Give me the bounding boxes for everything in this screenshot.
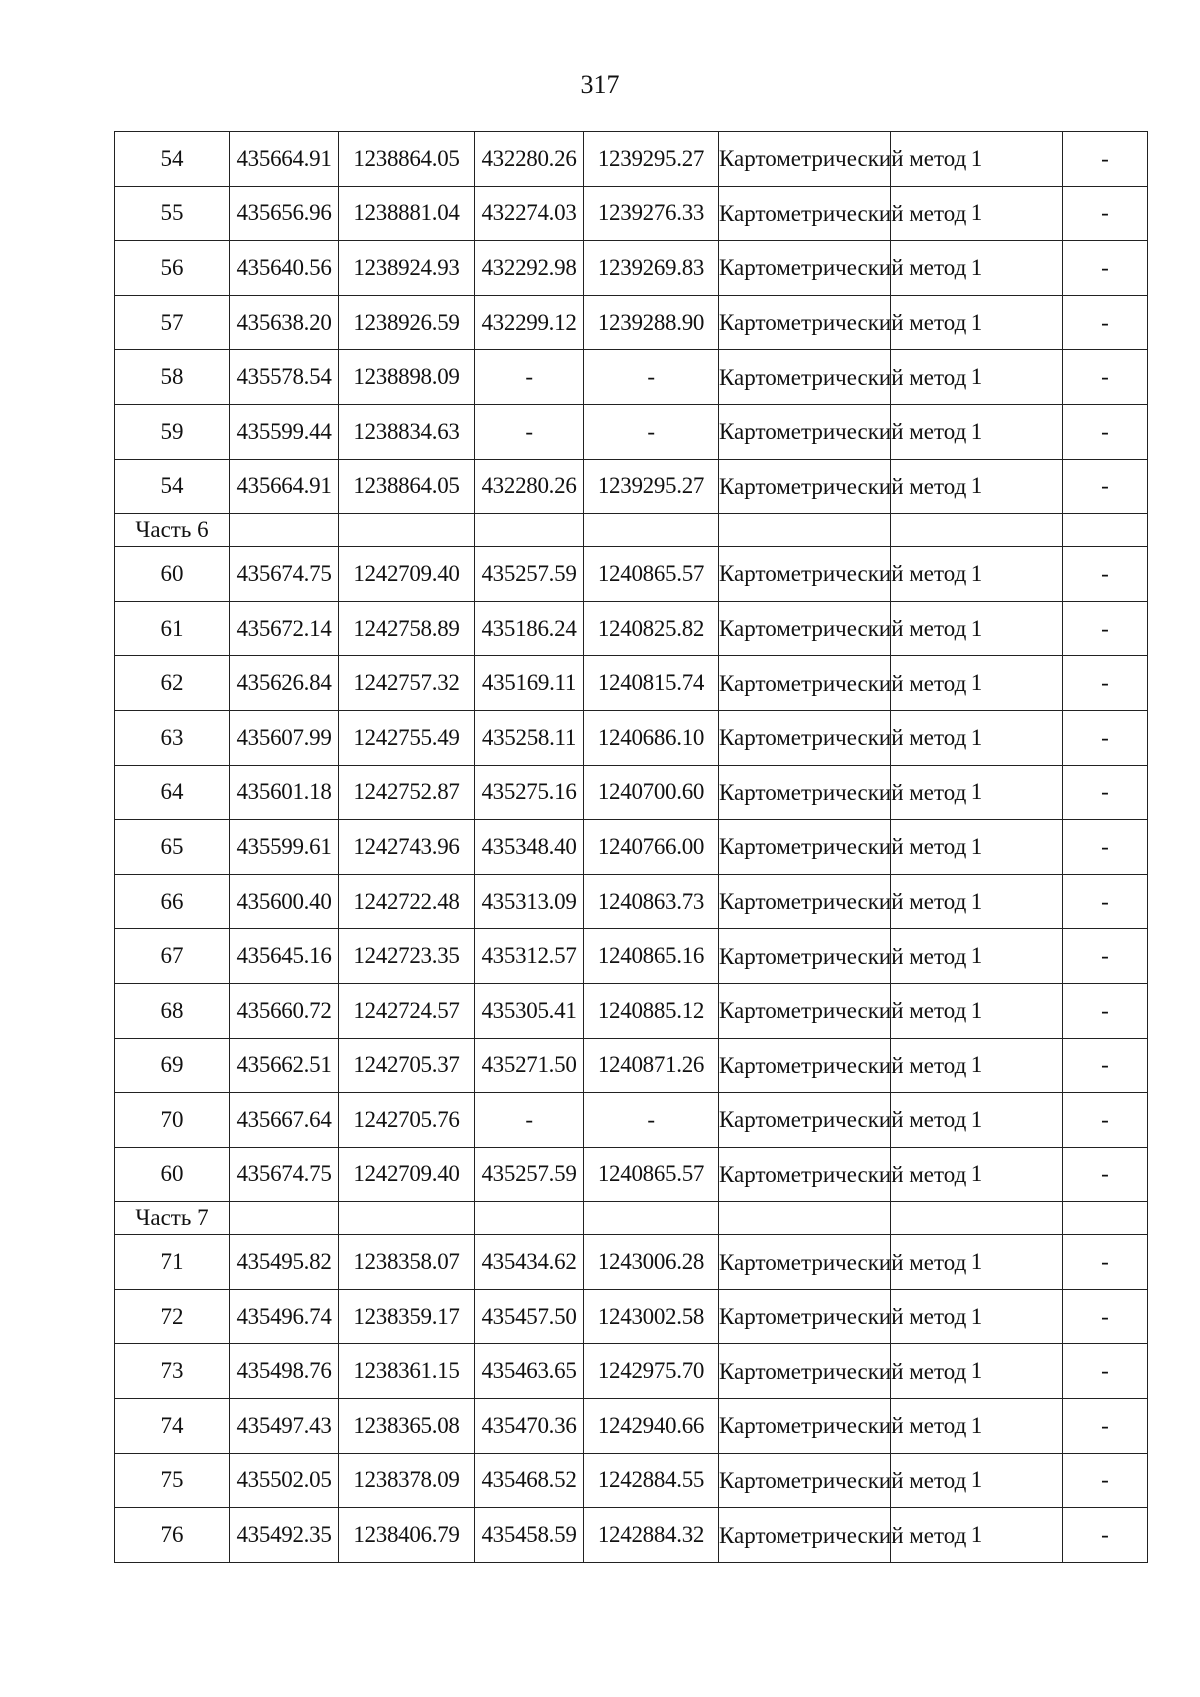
table-row [115,404,1148,459]
y-coordinate-cell: 1238358.07 [339,1235,475,1290]
x-coordinate-cell: 435495.82 [230,1235,339,1290]
y-previous-cell: 1240871.26 [584,1038,719,1093]
y-coordinate-cell: 1238926.59 [339,295,475,350]
empty-cell [891,514,1063,547]
x-coordinate-cell: 435674.75 [230,1147,339,1202]
method-cell: Картометрический метод [719,601,891,656]
note-cell: - [1063,1508,1148,1563]
x-previous-cell: 435348.40 [475,820,584,875]
point-number-cell: 65 [115,820,230,875]
y-previous-cell: 1243006.28 [584,1235,719,1290]
accuracy-cell: 1 [891,295,1063,350]
method-cell: Картометрический метод [719,295,891,350]
y-coordinate-cell: 1242752.87 [339,765,475,820]
table-body [115,132,1148,1563]
point-number-cell: 74 [115,1399,230,1454]
x-coordinate-cell: 435667.64 [230,1093,339,1148]
method-cell: Картометрический метод [719,1399,891,1454]
note-cell: - [1063,1289,1148,1344]
x-coordinate-cell: 435496.74 [230,1289,339,1344]
point-number-cell: 62 [115,656,230,711]
point-number-cell: 69 [115,1038,230,1093]
y-coordinate-cell: 1238864.05 [339,132,475,187]
x-coordinate-cell: 435656.96 [230,186,339,241]
section-header-row [115,514,1148,547]
table-row [115,1508,1148,1563]
table-row [115,1289,1148,1344]
x-coordinate-cell: 435664.91 [230,132,339,187]
x-coordinate-cell: 435497.43 [230,1399,339,1454]
accuracy-cell: 1 [891,765,1063,820]
empty-cell [719,1202,891,1235]
accuracy-cell: 1 [891,820,1063,875]
x-previous-cell: 435258.11 [475,710,584,765]
point-number-cell: 68 [115,983,230,1038]
y-previous-cell: - [584,404,719,459]
accuracy-cell: 1 [891,404,1063,459]
point-number-cell: 67 [115,929,230,984]
note-cell: - [1063,710,1148,765]
empty-cell [475,1202,584,1235]
method-cell: Картометрический метод [719,1344,891,1399]
x-previous-cell: 435186.24 [475,601,584,656]
y-coordinate-cell: 1238361.15 [339,1344,475,1399]
point-number-cell: 71 [115,1235,230,1290]
table-row [115,929,1148,984]
y-coordinate-cell: 1238898.09 [339,350,475,405]
x-previous-cell: 432280.26 [475,132,584,187]
y-previous-cell: 1240865.16 [584,929,719,984]
accuracy-cell: 1 [891,1147,1063,1202]
accuracy-cell: 1 [891,1453,1063,1508]
x-previous-cell: 435457.50 [475,1289,584,1344]
x-coordinate-cell: 435578.54 [230,350,339,405]
note-cell: - [1063,1399,1148,1454]
accuracy-cell: 1 [891,350,1063,405]
note-cell: - [1063,765,1148,820]
note-cell: - [1063,820,1148,875]
method-cell: Картометрический метод [719,765,891,820]
point-number-cell: 57 [115,295,230,350]
point-number-cell: 66 [115,874,230,929]
x-coordinate-cell: 435600.40 [230,874,339,929]
x-coordinate-cell: 435626.84 [230,656,339,711]
empty-cell [339,1202,475,1235]
page-number: 317 [580,70,620,99]
method-cell: Картометрический метод [719,983,891,1038]
table-row [115,547,1148,602]
note-cell: - [1063,1344,1148,1399]
x-coordinate-cell: 435502.05 [230,1453,339,1508]
note-cell: - [1063,241,1148,296]
x-previous-cell: 432299.12 [475,295,584,350]
accuracy-cell: 1 [891,1399,1063,1454]
method-cell: Картометрический метод [719,656,891,711]
table-row [115,1147,1148,1202]
y-previous-cell: 1242884.32 [584,1508,719,1563]
empty-cell [719,514,891,547]
y-coordinate-cell: 1238834.63 [339,404,475,459]
accuracy-cell: 1 [891,656,1063,711]
note-cell: - [1063,1147,1148,1202]
note-cell: - [1063,186,1148,241]
y-coordinate-cell: 1242709.40 [339,547,475,602]
note-cell: - [1063,350,1148,405]
table-row [115,295,1148,350]
y-previous-cell: 1240825.82 [584,601,719,656]
x-previous-cell: 435468.52 [475,1453,584,1508]
empty-cell [891,1202,1063,1235]
table-row [115,710,1148,765]
y-coordinate-cell: 1238864.05 [339,459,475,514]
note-cell: - [1063,132,1148,187]
y-previous-cell: - [584,350,719,405]
table-row [115,820,1148,875]
x-coordinate-cell: 435664.91 [230,459,339,514]
point-number-cell: 63 [115,710,230,765]
x-coordinate-cell: 435662.51 [230,1038,339,1093]
point-number-cell: 61 [115,601,230,656]
point-number-cell: 54 [115,459,230,514]
note-cell: - [1063,295,1148,350]
x-previous-cell: 435257.59 [475,1147,584,1202]
method-cell: Картометрический метод [719,1508,891,1563]
x-coordinate-cell: 435638.20 [230,295,339,350]
accuracy-cell: 1 [891,1344,1063,1399]
point-number-cell: 76 [115,1508,230,1563]
x-coordinate-cell: 435599.61 [230,820,339,875]
table-row [115,1093,1148,1148]
method-cell: Картометрический метод [719,820,891,875]
y-coordinate-cell: 1238378.09 [339,1453,475,1508]
accuracy-cell: 1 [891,874,1063,929]
point-number-cell: 55 [115,186,230,241]
note-cell: - [1063,1453,1148,1508]
x-coordinate-cell: 435607.99 [230,710,339,765]
coordinates-table [114,131,1148,1563]
x-previous-cell: 435169.11 [475,656,584,711]
y-coordinate-cell: 1238359.17 [339,1289,475,1344]
point-number-cell: 70 [115,1093,230,1148]
method-cell: Картометрический метод [719,1289,891,1344]
y-previous-cell: 1239288.90 [584,295,719,350]
method-cell: Картометрический метод [719,1453,891,1508]
table-row [115,459,1148,514]
y-coordinate-cell: 1238881.04 [339,186,475,241]
table-row [115,1038,1148,1093]
accuracy-cell: 1 [891,601,1063,656]
x-coordinate-cell: 435498.76 [230,1344,339,1399]
y-previous-cell: 1240863.73 [584,874,719,929]
method-cell: Картометрический метод [719,132,891,187]
y-coordinate-cell: 1242705.76 [339,1093,475,1148]
x-previous-cell: 435470.36 [475,1399,584,1454]
note-cell: - [1063,404,1148,459]
y-coordinate-cell: 1242709.40 [339,1147,475,1202]
method-cell: Картометрический метод [719,241,891,296]
table-row [115,132,1148,187]
x-previous-cell: 432292.98 [475,241,584,296]
x-previous-cell: - [475,350,584,405]
method-cell: Картометрический метод [719,1235,891,1290]
method-cell: Картометрический метод [719,710,891,765]
x-coordinate-cell: 435492.35 [230,1508,339,1563]
x-previous-cell: 435312.57 [475,929,584,984]
method-cell: Картометрический метод [719,186,891,241]
table-row [115,765,1148,820]
x-previous-cell: 435434.62 [475,1235,584,1290]
accuracy-cell: 1 [891,710,1063,765]
table-row [115,186,1148,241]
point-number-cell: 64 [115,765,230,820]
note-cell: - [1063,601,1148,656]
method-cell: Картометрический метод [719,1147,891,1202]
x-previous-cell: 435463.65 [475,1344,584,1399]
note-cell: - [1063,929,1148,984]
x-previous-cell: 432274.03 [475,186,584,241]
section-label: Часть 7 [115,1202,230,1235]
x-previous-cell: 435257.59 [475,547,584,602]
y-previous-cell: 1240686.10 [584,710,719,765]
y-previous-cell: 1242975.70 [584,1344,719,1399]
point-number-cell: 73 [115,1344,230,1399]
note-cell: - [1063,1038,1148,1093]
empty-cell [1063,1202,1148,1235]
table-row [115,874,1148,929]
x-previous-cell: 432280.26 [475,459,584,514]
y-previous-cell: 1239269.83 [584,241,719,296]
table-row [115,601,1148,656]
y-coordinate-cell: 1242724.57 [339,983,475,1038]
point-number-cell: 59 [115,404,230,459]
empty-cell [230,1202,339,1235]
accuracy-cell: 1 [891,459,1063,514]
method-cell: Картометрический метод [719,547,891,602]
y-previous-cell: 1242884.55 [584,1453,719,1508]
table-row [115,1453,1148,1508]
method-cell: Картометрический метод [719,874,891,929]
note-cell: - [1063,547,1148,602]
accuracy-cell: 1 [891,241,1063,296]
x-previous-cell: 435313.09 [475,874,584,929]
y-previous-cell: 1240865.57 [584,1147,719,1202]
y-previous-cell: 1240700.60 [584,765,719,820]
x-coordinate-cell: 435645.16 [230,929,339,984]
accuracy-cell: 1 [891,1235,1063,1290]
x-coordinate-cell: 435640.56 [230,241,339,296]
y-previous-cell: 1239276.33 [584,186,719,241]
empty-cell [339,514,475,547]
method-cell: Картометрический метод [719,1093,891,1148]
y-previous-cell: 1239295.27 [584,132,719,187]
table-row [115,241,1148,296]
method-cell: Картометрический метод [719,350,891,405]
table-row [115,350,1148,405]
note-cell: - [1063,983,1148,1038]
point-number-cell: 60 [115,1147,230,1202]
note-cell: - [1063,459,1148,514]
y-coordinate-cell: 1242705.37 [339,1038,475,1093]
method-cell: Картометрический метод [719,459,891,514]
note-cell: - [1063,874,1148,929]
method-cell: Картометрический метод [719,1038,891,1093]
x-coordinate-cell: 435660.72 [230,983,339,1038]
y-coordinate-cell: 1242758.89 [339,601,475,656]
accuracy-cell: 1 [891,1289,1063,1344]
x-previous-cell: - [475,404,584,459]
empty-cell [475,514,584,547]
accuracy-cell: 1 [891,1038,1063,1093]
y-previous-cell: 1239295.27 [584,459,719,514]
table-row [115,983,1148,1038]
x-previous-cell: 435271.50 [475,1038,584,1093]
accuracy-cell: 1 [891,186,1063,241]
y-coordinate-cell: 1242722.48 [339,874,475,929]
x-previous-cell: 435458.59 [475,1508,584,1563]
x-coordinate-cell: 435601.18 [230,765,339,820]
point-number-cell: 56 [115,241,230,296]
accuracy-cell: 1 [891,1093,1063,1148]
empty-cell [584,1202,719,1235]
point-number-cell: 75 [115,1453,230,1508]
y-previous-cell: 1240885.12 [584,983,719,1038]
y-previous-cell: - [584,1093,719,1148]
y-previous-cell: 1240766.00 [584,820,719,875]
table-row [115,1235,1148,1290]
empty-cell [1063,514,1148,547]
x-previous-cell: 435305.41 [475,983,584,1038]
accuracy-cell: 1 [891,929,1063,984]
accuracy-cell: 1 [891,132,1063,187]
accuracy-cell: 1 [891,1508,1063,1563]
y-coordinate-cell: 1238406.79 [339,1508,475,1563]
y-coordinate-cell: 1238365.08 [339,1399,475,1454]
note-cell: - [1063,1235,1148,1290]
x-previous-cell: 435275.16 [475,765,584,820]
table-row [115,656,1148,711]
y-previous-cell: 1240815.74 [584,656,719,711]
y-coordinate-cell: 1242723.35 [339,929,475,984]
x-coordinate-cell: 435674.75 [230,547,339,602]
method-cell: Картометрический метод [719,404,891,459]
y-previous-cell: 1243002.58 [584,1289,719,1344]
point-number-cell: 54 [115,132,230,187]
note-cell: - [1063,656,1148,711]
y-previous-cell: 1240865.57 [584,547,719,602]
section-header-row [115,1202,1148,1235]
point-number-cell: 60 [115,547,230,602]
y-coordinate-cell: 1242755.49 [339,710,475,765]
x-coordinate-cell: 435672.14 [230,601,339,656]
x-previous-cell: - [475,1093,584,1148]
table-row [115,1399,1148,1454]
note-cell: - [1063,1093,1148,1148]
empty-cell [584,514,719,547]
table-row [115,1344,1148,1399]
accuracy-cell: 1 [891,983,1063,1038]
y-coordinate-cell: 1238924.93 [339,241,475,296]
empty-cell [230,514,339,547]
point-number-cell: 58 [115,350,230,405]
y-previous-cell: 1242940.66 [584,1399,719,1454]
point-number-cell: 72 [115,1289,230,1344]
section-label: Часть 6 [115,514,230,547]
x-coordinate-cell: 435599.44 [230,404,339,459]
method-cell: Картометрический метод [719,929,891,984]
y-coordinate-cell: 1242757.32 [339,656,475,711]
accuracy-cell: 1 [891,547,1063,602]
y-coordinate-cell: 1242743.96 [339,820,475,875]
